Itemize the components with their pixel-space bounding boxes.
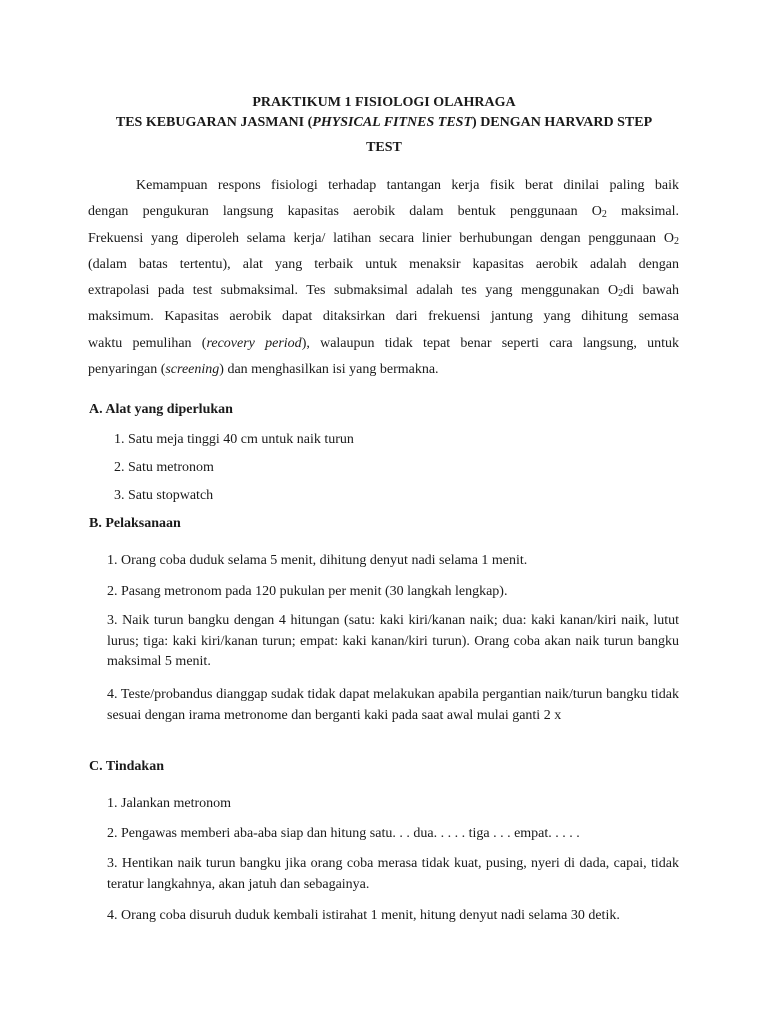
title-line-2-pre: TES KEBUGARAN JASMANI ( xyxy=(115,115,313,130)
intro-l5-sub: 2 xyxy=(618,288,624,300)
intro-line-4: (dalam batas tertentu), alat yang terbaik untuk menaksir kapasitas aerobik adalah dengan xyxy=(88,256,679,272)
intro-line-5 xyxy=(88,278,679,304)
intro-l3-sub: 2 xyxy=(674,235,679,247)
title-line-2 xyxy=(0,114,768,131)
intro-l2a: dengan pengukuran langsung kapasitas aerobik dalam bentuk penggunaan O xyxy=(88,204,602,220)
intro-l8b: ) dan menghasilkan isi yang bermakna. xyxy=(219,362,439,378)
section-b-item-2: 2. Pasang metronom pada 120 pukulan per menit (30 langkah lengkap). xyxy=(107,584,508,599)
section-a-heading: A. Alat yang diperlukan xyxy=(89,402,233,417)
section-c-item-3: 3. Hentikan naik turun bangku jika orang coba merasa tidak kuat, pusing, nyeri di dada, capai, tidak teratur langkahnya, akan jatuh dan sebagainya. xyxy=(107,856,679,892)
intro-line-8 xyxy=(88,357,679,383)
intro-l2-sub: 2 xyxy=(601,209,607,221)
title-line-1: PRAKTIKUM 1 FISIOLOGI OLAHRAGA xyxy=(252,95,516,110)
section-c-item-2: 2. Pengawas memberi aba-aba siap dan hitung satu. . . dua. . . . . tiga . . . empat. . . . . xyxy=(107,826,580,841)
intro-l5a: extrapolasi pada test submaksimal. Tes submaksimal adalah tes yang menggunakan O xyxy=(88,283,619,299)
intro-l3a: Frekuensi yang diperoleh selama kerja/ latihan secara linier berhubungan dengan penggunaan O xyxy=(88,230,674,246)
section-c-heading: C. Tindakan xyxy=(89,759,164,774)
intro-l2b: maksimal. xyxy=(606,204,679,220)
intro-l7a: waktu pemulihan ( xyxy=(88,335,207,351)
title-line-2-italic: PHYSICAL FITNES TEST xyxy=(312,115,473,130)
intro-line-6: maksimum. Kapasitas aerobik dapat ditaksirkan dari frekuensi jantung yang dihitung semasa xyxy=(88,309,679,325)
intro-l8-italic: screening xyxy=(165,362,220,378)
section-b-item-1: 1. Orang coba duduk selama 5 menit, dihitung denyut nadi selama 1 menit. xyxy=(107,553,528,568)
intro-line-2 xyxy=(88,199,679,225)
section-c-item-1: 1. Jalankan metronom xyxy=(107,796,232,811)
section-b-heading: B. Pelaksanaan xyxy=(89,516,181,531)
section-a-item-2: 2. Satu metronom xyxy=(114,460,214,475)
intro-line-7 xyxy=(88,331,679,357)
intro-l7-italic: recovery period xyxy=(206,335,302,351)
section-a-item-3: 3. Satu stopwatch xyxy=(114,488,214,503)
intro-l7b: ), walaupun tidak tepat benar seperti cara langsung, untuk xyxy=(301,335,679,351)
section-c-item-4: 4. Orang coba disuruh duduk kembali istirahat 1 menit, hitung denyut nadi selama 30 detik. xyxy=(107,908,620,923)
title-line-2-post: ) DENGAN HARVARD STEP xyxy=(472,115,653,130)
intro-line-3 xyxy=(88,226,679,252)
title-line-3: TEST xyxy=(366,140,402,155)
section-a-item-1: 1. Satu meja tinggi 40 cm untuk naik turun xyxy=(114,432,354,447)
intro-paragraph xyxy=(88,173,679,383)
section-b-item-3: 3. Naik turun bangku dengan 4 hitungan (satu: kaki kiri/kanan naik; dua: kaki kanan/kiri naik, lutut lurus; tiga: kaki kiri/kanan turun; empat: kaki kanan/kiri turun). Orang coba akan naik turun bangku maksimal 5 menit. xyxy=(107,613,679,669)
intro-l5b: di bawah xyxy=(623,283,679,299)
section-b-item-4: 4. Teste/probandus dianggap sudak tidak dapat melakukan apabila pergantian naik/turun bangku tidak sesuai dengan irama metronome dan berganti kaki pada saat awal mulai ganti 2 x xyxy=(107,687,679,723)
intro-line-1: Kemampuan respons fisiologi terhadap tantangan kerja fisik berat dinilai paling baik xyxy=(136,178,679,193)
intro-l8a: penyaringan ( xyxy=(88,362,166,378)
